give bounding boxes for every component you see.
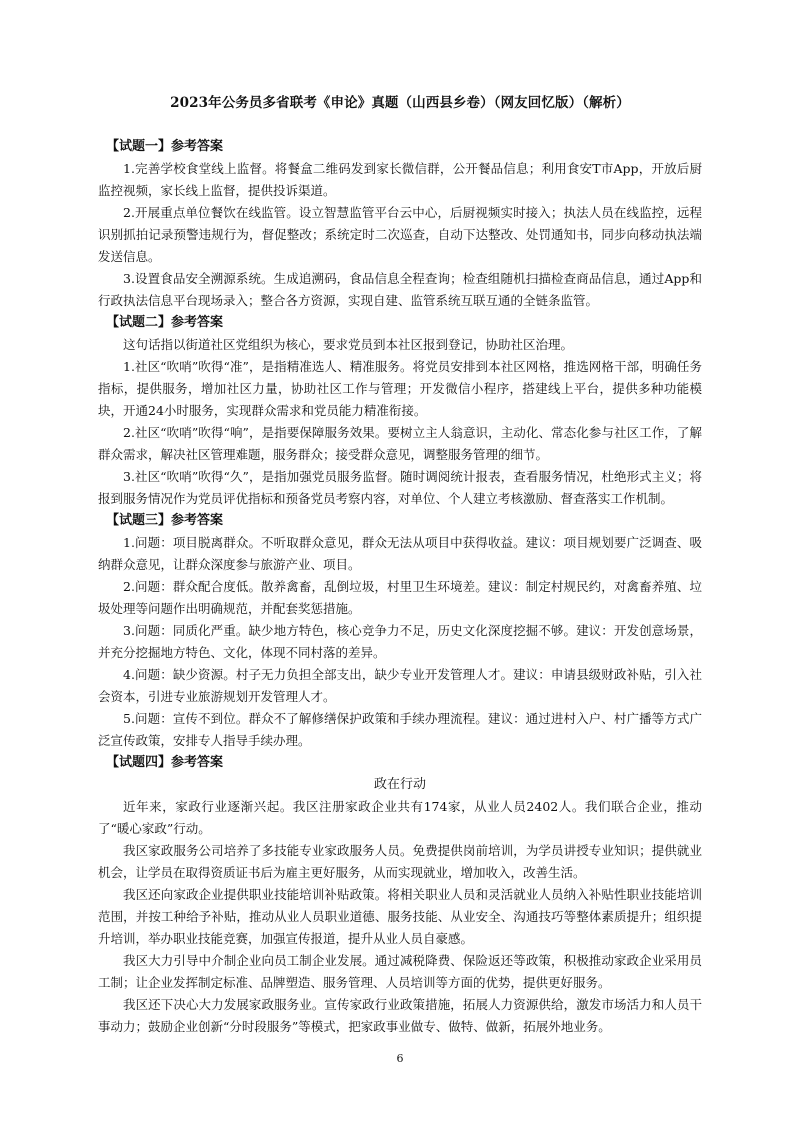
paragraph: 近年来，家政行业逐渐兴起。我区注册家政企业共有174家，从业人员2402人。我们联合企业，推动了“暖心家政”行动。: [98, 799, 702, 836]
paragraph: 我区还向家政企业提供职业技能培训补贴政策。将相关职业人员和灵活就业人员纳入补贴性职业技能培训范围，并按工种给予补贴，推动从业人员职业道德、服务技能、从业安全、沟通技巧等整体素质提升；组织提升培训，举办职业技能竞赛，加强宣传报道，提升从业人员自豪感。: [98, 887, 702, 946]
section-question-3: [98, 510, 702, 752]
document-title: 2023年公务员多省联考《申论》真题（山西县乡卷）（网友回忆版）（解析）: [170, 95, 630, 111]
paragraph: 4.问题：缺少资源。村子无力负担全部支出，缺少专业开发管理人才。建议：申请县级财政补贴，引入社会资本，引进专业旅游规划开发管理人才。: [98, 667, 702, 704]
page-number: 6: [396, 1052, 404, 1065]
paragraph: 3.设置食品安全溯源系统。生成追溯码，食品信息全程查询；检查组随机扫描检查商品信息，通过App和行政执法信息平台现场录入；整合各方资源，实现自建、监管系统互联互通的全链条监管。: [98, 271, 702, 308]
paragraph: 3.问题：同质化严重。缺少地方特色，核心竞争力不足，历史文化深度挖掘不够。建议：开发创意场景，并充分挖掘地方特色、文化，体现不同村落的差异。: [98, 623, 702, 660]
section-question-1: [98, 136, 702, 312]
paragraph: 我区还下决心大力发展家政服务业。宣传家政行业政策措施，拓展人力资源供给，激发市场活力和人员干事动力；鼓励企业创新“分时段服务”等模式，把家政事业做专、做特、做新，拓展外地业务。: [98, 997, 702, 1034]
paragraph: 我区家政服务公司培养了多技能专业家政服务人员。免费提供岗前培训，为学员讲授专业知识；提供就业机会，让学员在取得资质证书后为雇主更好服务，从而实现就业，增加收入，改善生活。: [98, 843, 702, 880]
paragraph: 1.完善学校食堂线上监督。将餐盒二维码发到家长微信群，公开餐品信息；利用食安T市App，开放后厨监控视频，家长线上监督，提供投诉渠道。: [98, 161, 702, 198]
paragraph: 2.开展重点单位餐饮在线监管。设立智慧监管平台云中心，后厨视频实时接入；执法人员在线监控，远程识别抓拍记录预警违规行为，督促整改；系统定时二次巡查，自动下达整改、处罚通知书，同步向移动执法端发送信息。: [98, 205, 702, 264]
paragraph: 5.问题：宣传不到位。群众不了解修缮保护政策和手续办理流程。建议：通过进村入户、村广播等方式广泛宣传政策，安排专人指导手续办理。: [98, 711, 702, 748]
paragraph: 2.社区“吹哨”吹得“响”，是指要保障服务效果。要树立主人翁意识，主动化、常态化参与社区工作，了解群众需求，解决社区管理难题，服务群众；接受群众意见，调整服务管理的细节。: [98, 425, 702, 462]
paragraph: 3.社区“吹哨”吹得“久”，是指加强党员服务监督。随时调阅统计报表，查看服务情况，杜绝形式主义；将报到服务情况作为党员评优指标和预备党员考察内容，对单位、个人建立考核激励、督查落实工作机制。: [98, 469, 702, 506]
section-header: 【试题二】参考答案: [106, 315, 224, 330]
section-header: 【试题一】参考答案: [106, 139, 224, 154]
paragraph: 这句话指以街道社区党组织为核心，要求党员到本社区报到登记，协助社区治理。: [123, 337, 574, 352]
section-header: 【试题四】参考答案: [106, 755, 224, 770]
paragraph: 1.社区“吹哨”吹得“准”，是指精准选人、精准服务。将党员安排到本社区网格，推选网格干部，明确任务指标，提供服务，增加社区力量，协助社区工作与管理；开发微信小程序，搭建线上平台，提供多种功能模块，开通24小时服务，实现群众需求和党员能力精准衔接。: [98, 359, 702, 418]
section-question-4: [98, 752, 702, 1038]
section-question-2: [98, 312, 702, 510]
essay-title: 政在行动: [373, 777, 426, 792]
paragraph: 2.问题：群众配合度低。散养禽畜，乱倒垃圾，村里卫生环境差。建议：制定村规民约，对禽畜养殖、垃圾处理等问题作出明确规范，并配套奖惩措施。: [98, 579, 702, 616]
section-header: 【试题三】参考答案: [106, 513, 224, 528]
paragraph: 1.问题：项目脱离群众。不听取群众意见，群众无法从项目中获得收益。建议：项目规划要广泛调查、吸纳群众意见，让群众深度参与旅游产业、项目。: [98, 535, 702, 572]
paragraph: 我区大力引导中介制企业向员工制企业发展。通过减税降费、保险返还等政策，积极推动家政企业采用员工制；让企业发挥制定标准、品牌塑造、服务管理、人员培训等方面的优势，提供更好服务。: [98, 953, 702, 990]
